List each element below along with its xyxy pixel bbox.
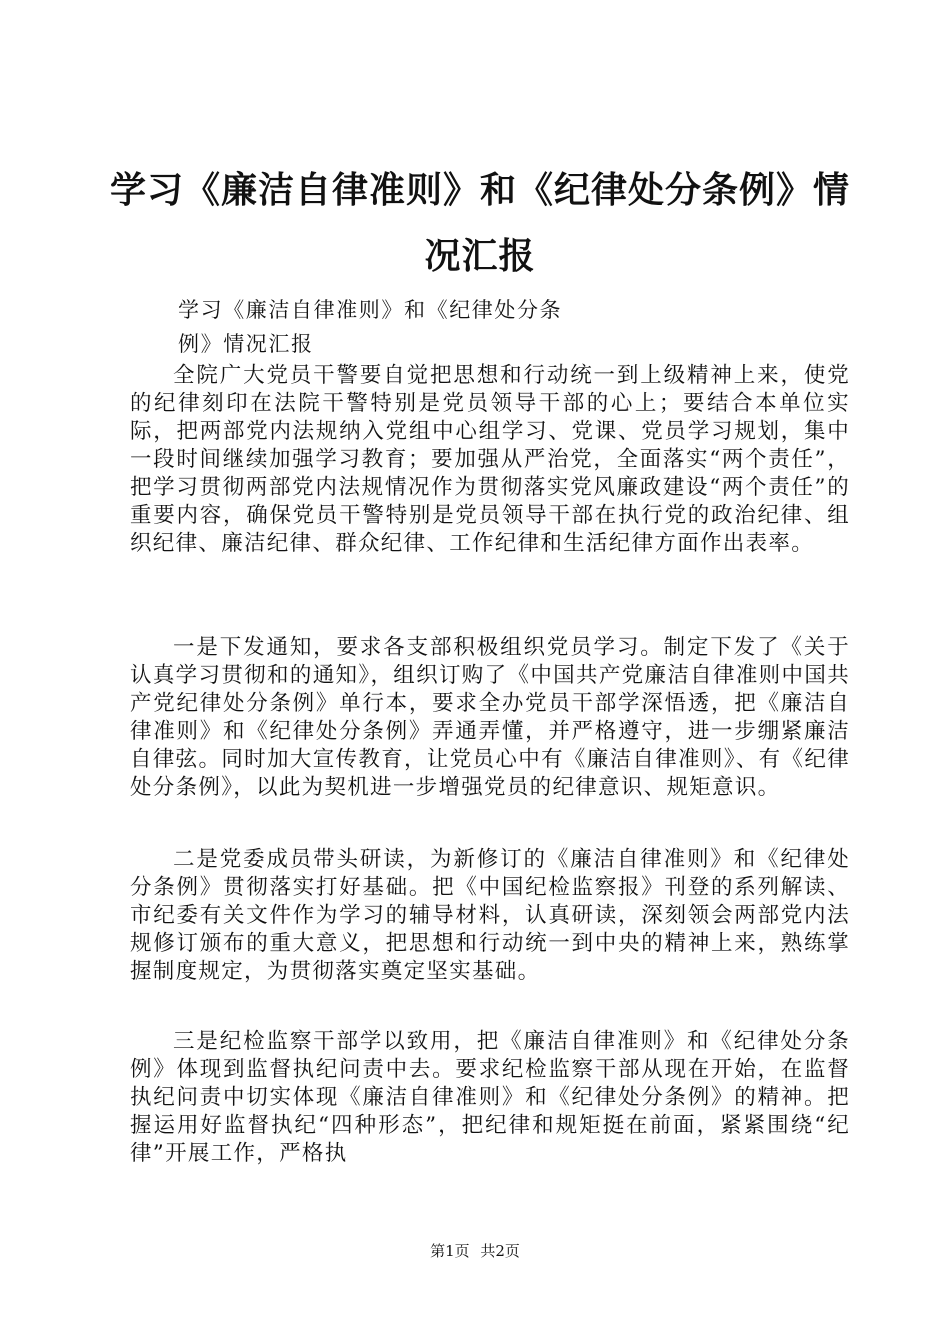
document-subtitle-line-2: 例》情况汇报: [178, 332, 314, 356]
page-total: 共2页: [480, 1242, 520, 1260]
page-footer: [0, 1241, 950, 1261]
document-subtitle-line-1: 学习《廉洁自律准则》和《纪律处分条: [178, 298, 563, 322]
body-paragraph: 一是下发通知，要求各支部积极组织党员学习。制定下发了《关于认真学习贯彻和的通知》，组织订购了《中国共产党廉洁自律准则中国共产党纪律处分条例》单行本，要求全办党员干部学深悟透，把《廉洁自律准则》和《纪律处分条例》弄通弄懂，并严格遵守，进一步绷紧廉洁自律弦。同时加大宣传教育，让党员心中有《廉洁自律准则》、有《纪律处分条例》，以此为契机进一步增强党员的纪律意识、规矩意识。: [130, 635, 850, 800]
body-paragraph: 三是纪检监察干部学以致用，把《廉洁自律准则》和《纪律处分条例》体现到监督执纪问责中去。要求纪检监察干部从现在开始，在监督执纪问责中切实体现《廉洁自律准则》和《纪律处分条例》的精神。把握运用好监督执纪“四种形态”，把纪律和规矩挺在前面，紧紧围绕“纪律”开展工作，严格执: [130, 1029, 850, 1166]
page-number: 第1页: [430, 1242, 470, 1260]
body-paragraph: 全院广大党员干警要自觉把思想和行动统一到上级精神上来，使党的纪律刻印在法院干警特别是党员领导干部的心上；要结合本单位实际，把两部党内法规纳入党组中心组学习、党课、党员学习规划，集中一段时间继续加强学习教育；要加强从严治党，全面落实“两个责任”，把学习贯彻两部党内法规情况作为贯彻落实党风廉政建设“两个责任”的重要内容，确保党员干警特别是党员领导干部在执行党的政治纪律、组织纪律、廉洁纪律、群众纪律、工作纪律和生活纪律方面作出表率。: [130, 363, 850, 556]
document-title: 学习《廉洁自律准则》和《纪律处分条例》情况汇报: [110, 170, 851, 277]
body-paragraph: 二是党委成员带头研读，为新修订的《廉洁自律准则》和《纪律处分条例》贯彻落实打好基础。把《中国纪检监察报》刊登的系列解读、市纪委有关文件作为学习的辅导材料，认真研读，深刻领会两部党内法规修订颁布的重大意义，把思想和行动统一到中央的精神上来，熟练掌握制度规定，为贯彻落实奠定坚实基础。: [130, 847, 850, 984]
